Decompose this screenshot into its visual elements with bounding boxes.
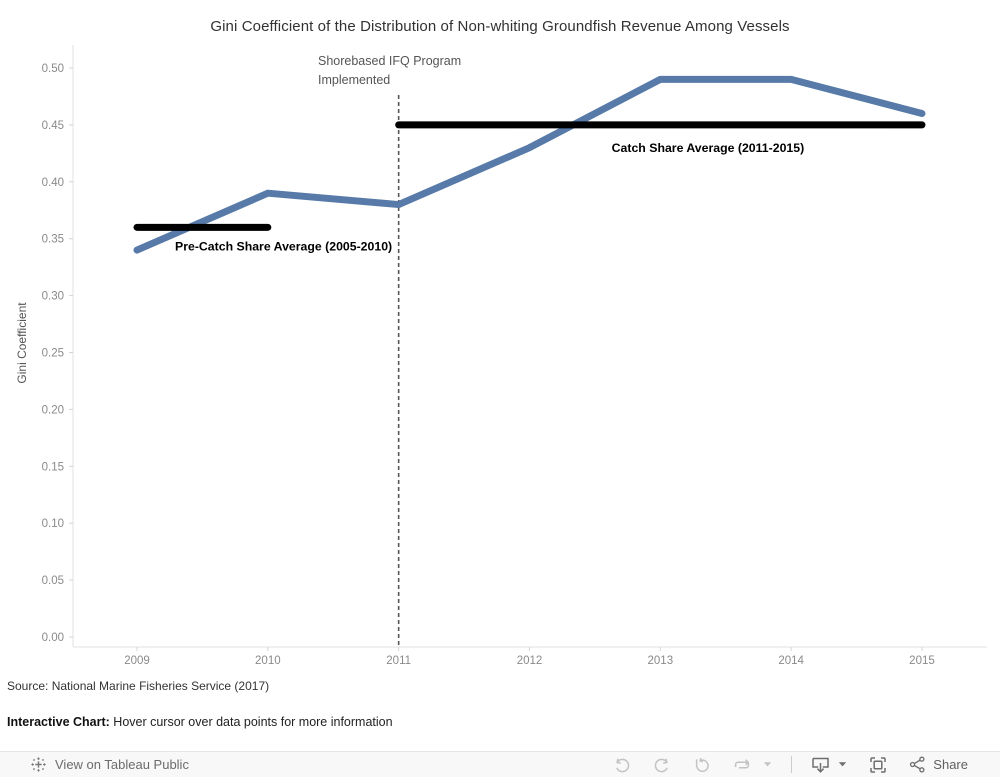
- toolbar-actions: [610, 754, 970, 776]
- chevron-down-icon: [762, 759, 773, 770]
- toolbar-separator: [791, 756, 792, 773]
- reference-line-label: Pre-Catch Share Average (2005-2010): [175, 239, 393, 254]
- y-tick-label: 0.40: [41, 176, 64, 189]
- y-tick-label: 0.00: [41, 632, 64, 644]
- y-tick-label: 0.05: [41, 575, 64, 588]
- interactive-note-text: Hover cursor over data points for more information: [109, 715, 393, 729]
- tableau-logo-icon: [30, 756, 47, 773]
- share-button[interactable]: [906, 754, 970, 776]
- download-options-button[interactable]: [835, 754, 850, 776]
- x-tick-label: 2012: [516, 655, 543, 667]
- y-axis-title: Gini Coefficient: [15, 302, 29, 384]
- y-tick-label: 0.10: [41, 518, 64, 531]
- download-button[interactable]: [808, 754, 833, 776]
- share-icon: [908, 755, 927, 774]
- chart-title: Gini Coefficient of the Distribution of Non-whiting Groundfish Revenue Among Vessels: [210, 18, 790, 35]
- x-tick-label: 2015: [909, 655, 935, 667]
- fullscreen-icon: [868, 755, 888, 775]
- y-tick-label: 0.30: [41, 290, 64, 303]
- view-on-tableau-public-label: View on Tableau Public: [55, 757, 189, 772]
- x-tick-label: 2014: [778, 655, 804, 667]
- refresh-options-button[interactable]: [760, 754, 775, 776]
- x-tick-label: 2011: [386, 655, 412, 667]
- fullscreen-button[interactable]: [866, 754, 890, 776]
- y-tick-label: 0.15: [41, 461, 64, 474]
- ifq-annotation-text: Implemented: [318, 73, 391, 87]
- redo-button[interactable]: [650, 754, 674, 776]
- redo-icon: [652, 755, 672, 775]
- interactive-note: [7, 715, 393, 729]
- x-tick-label: 2010: [255, 655, 281, 667]
- y-tick-label: 0.20: [41, 404, 64, 417]
- y-tick-label: 0.35: [41, 233, 64, 246]
- tableau-toolbar: [0, 751, 1000, 777]
- undo-icon: [612, 755, 632, 775]
- download-icon: [810, 754, 831, 775]
- x-tick-label: 2009: [124, 655, 150, 667]
- undo-button[interactable]: [610, 754, 634, 776]
- interactive-note-label: Interactive Chart:: [7, 715, 110, 729]
- replay-icon: [692, 755, 712, 775]
- view-on-tableau-public-link[interactable]: [30, 756, 189, 773]
- ifq-annotation-text: Shorebased IFQ Program: [318, 54, 462, 68]
- replay-button[interactable]: [690, 754, 714, 776]
- y-tick-label: 0.50: [41, 63, 64, 75]
- y-tick-label: 0.25: [41, 347, 64, 360]
- refresh-icon: [732, 755, 752, 775]
- refresh-button[interactable]: [730, 754, 754, 776]
- reference-line-label: Catch Share Average (2011-2015): [611, 140, 805, 155]
- chevron-down-icon: [837, 759, 848, 770]
- y-tick-label: 0.45: [41, 119, 64, 132]
- source-note: Source: National Marine Fisheries Service (2017): [7, 679, 270, 693]
- share-label: Share: [933, 757, 968, 772]
- x-tick-label: 2013: [647, 655, 674, 667]
